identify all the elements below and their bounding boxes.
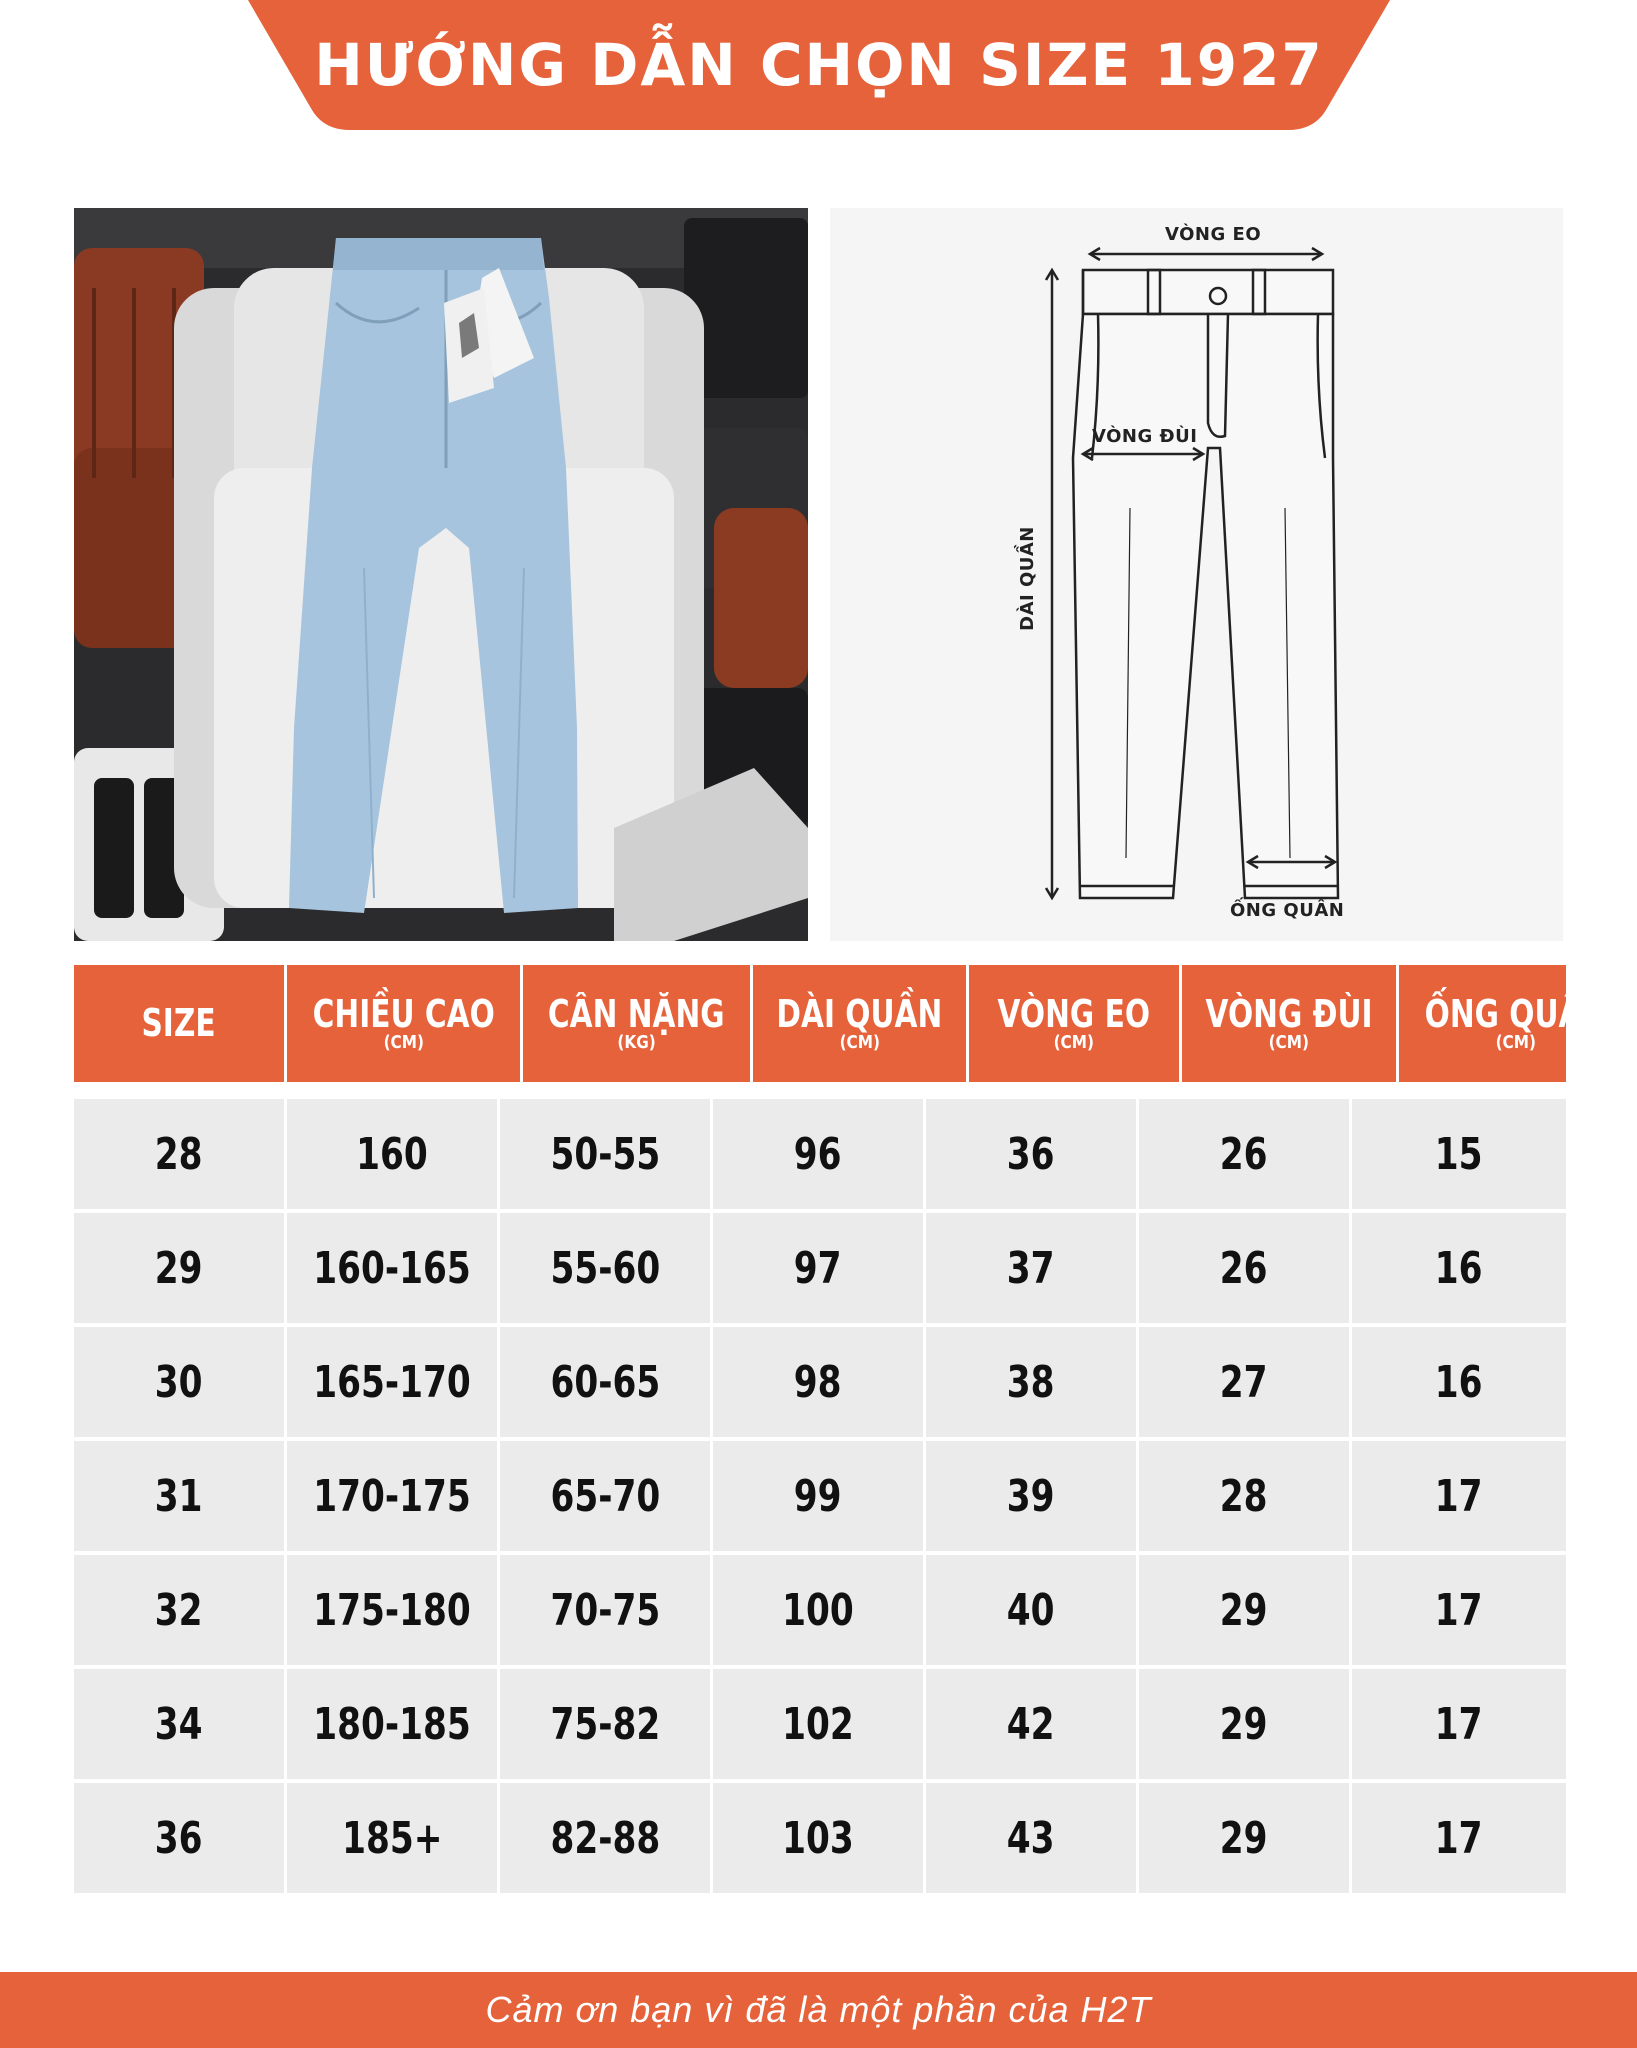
table-cell: 175-180 [287, 1555, 497, 1665]
table-row [74, 1783, 1566, 1893]
table-cell: 17 [1352, 1669, 1566, 1779]
table-cell: 82-88 [500, 1783, 710, 1893]
waist-label: VÒNG EO [1165, 224, 1262, 245]
table-row [74, 1669, 1566, 1779]
table-row [74, 1327, 1566, 1437]
measurement-diagram [830, 208, 1563, 941]
table-cell: 38 [926, 1327, 1136, 1437]
table-cell: 98 [713, 1327, 923, 1437]
thigh-label: VÒNG ĐÙI [1092, 426, 1198, 447]
table-cell: 65-70 [500, 1441, 710, 1551]
header-thigh: VÒNG ĐÙI (CM) [1182, 965, 1399, 1082]
table-cell: 103 [713, 1783, 923, 1893]
table-cell: 75-82 [500, 1669, 710, 1779]
table-row [74, 1441, 1566, 1551]
table-cell: 28 [1139, 1441, 1349, 1551]
table-cell: 17 [1352, 1441, 1566, 1551]
table-cell: 36 [926, 1099, 1136, 1209]
table-cell: 55-60 [500, 1213, 710, 1323]
header-height: CHIỀU CAO (CM) [287, 965, 523, 1082]
table-header [74, 965, 1607, 1082]
table-cell: 34 [74, 1669, 284, 1779]
table-cell: 17 [1352, 1783, 1566, 1893]
table-cell: 70-75 [500, 1555, 710, 1665]
table-cell: 42 [926, 1669, 1136, 1779]
header-leg-opening: ỐNG QUẦN (CM) [1424, 991, 1607, 1054]
table-cell: 16 [1352, 1327, 1566, 1437]
table-cell: 185+ [287, 1783, 497, 1893]
table-cell: 16 [1352, 1213, 1566, 1323]
footer-bar [0, 1972, 1637, 2048]
page-title: HƯỚNG DẪN CHỌN SIZE 1927 [314, 31, 1324, 99]
table-cell: 15 [1352, 1099, 1566, 1209]
table-body [74, 1099, 1566, 1893]
table-cell: 40 [926, 1555, 1136, 1665]
table-row [74, 1099, 1566, 1209]
table-cell: 97 [713, 1213, 923, 1323]
header-size: SIZE [74, 965, 287, 1082]
title-banner [248, 0, 1390, 130]
table-cell: 50-55 [500, 1099, 710, 1209]
header-waist: VÒNG EO (CM) [969, 965, 1182, 1082]
table-cell: 29 [1139, 1555, 1349, 1665]
footer-message: Cảm ơn bạn vì đã là một phần của H2T [485, 1989, 1152, 2030]
table-cell: 29 [1139, 1783, 1349, 1893]
table-cell: 180-185 [287, 1669, 497, 1779]
table-cell: 170-175 [287, 1441, 497, 1551]
table-cell: 36 [74, 1783, 284, 1893]
table-cell: 43 [926, 1783, 1136, 1893]
table-cell: 96 [713, 1099, 923, 1209]
table-cell: 30 [74, 1327, 284, 1437]
table-cell: 160-165 [287, 1213, 497, 1323]
table-cell: 100 [713, 1555, 923, 1665]
table-cell: 31 [74, 1441, 284, 1551]
table-cell: 165-170 [287, 1327, 497, 1437]
table-cell: 60-65 [500, 1327, 710, 1437]
table-cell: 39 [926, 1441, 1136, 1551]
leg-opening-label: ỐNG QUẦN [1230, 900, 1345, 921]
table-cell: 99 [713, 1441, 923, 1551]
table-cell: 26 [1139, 1099, 1349, 1209]
product-photo [74, 208, 808, 941]
table-cell: 17 [1352, 1555, 1566, 1665]
table-row [74, 1555, 1566, 1665]
length-label: DÀI QUẦN [1016, 526, 1038, 631]
table-cell: 37 [926, 1213, 1136, 1323]
table-cell: 29 [74, 1213, 284, 1323]
table-cell: 32 [74, 1555, 284, 1665]
table-cell: 160 [287, 1099, 497, 1209]
table-cell: 102 [713, 1669, 923, 1779]
table-cell: 29 [1139, 1669, 1349, 1779]
table-cell: 26 [1139, 1213, 1349, 1323]
size-table [74, 965, 1607, 1897]
header-length: DÀI QUẦN (CM) [753, 965, 969, 1082]
table-cell: 28 [74, 1099, 284, 1209]
table-row [74, 1213, 1566, 1323]
table-cell: 27 [1139, 1327, 1349, 1437]
header-weight: CÂN NẶNG (KG) [523, 965, 753, 1082]
